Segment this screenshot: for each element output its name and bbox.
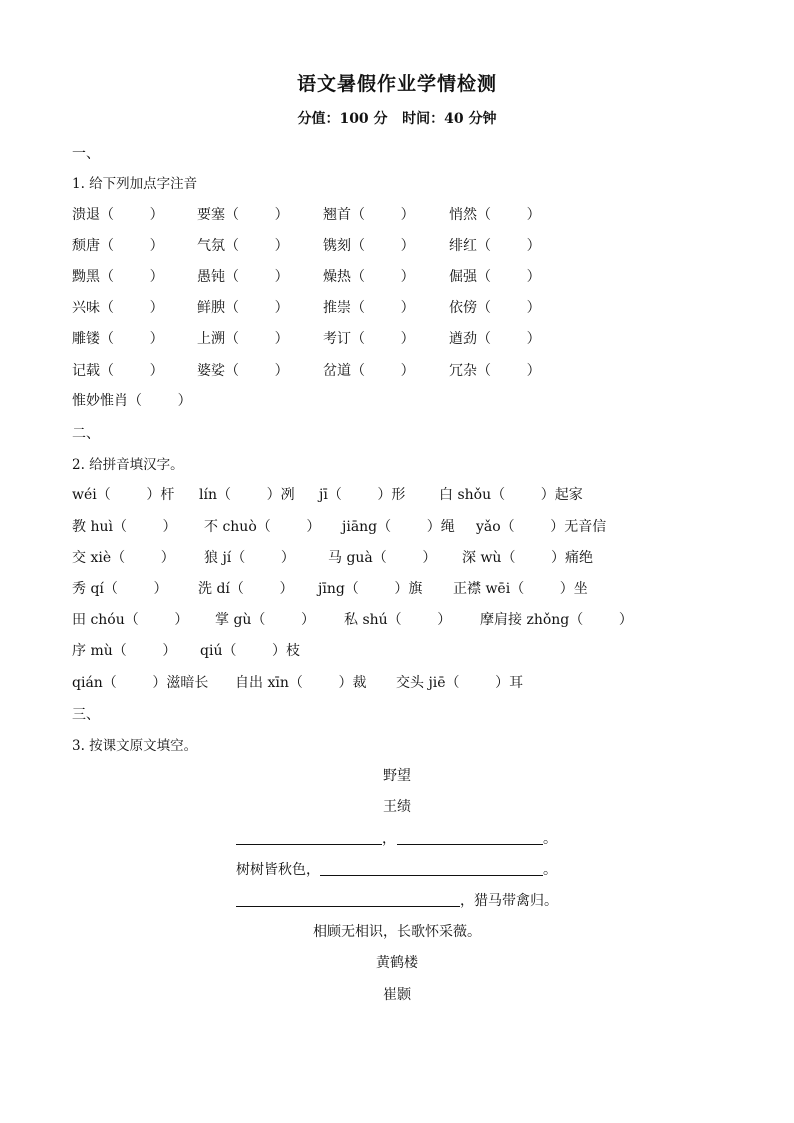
q2-item: 交头 jiē（ ）耳 bbox=[396, 675, 524, 691]
q1-item: 镌刻（ ） bbox=[323, 238, 415, 254]
q2-item: 交 xiè（ ） bbox=[72, 550, 175, 566]
q1-item: 岔道（ ） bbox=[323, 363, 415, 379]
q2-item: 序 mù（ ） bbox=[72, 643, 177, 659]
punctuation: ， bbox=[382, 831, 396, 847]
section-3-heading: 三、 bbox=[72, 707, 100, 723]
poem-2-title: 黄鹤楼 bbox=[376, 955, 418, 971]
q1-item: 翘首（ ） bbox=[323, 207, 415, 223]
q1-item: 推崇（ ） bbox=[323, 300, 415, 316]
q2-item: 马 guà（ ） bbox=[328, 550, 437, 566]
q2-item: qiú（ ）枝 bbox=[200, 643, 301, 659]
question-2-title: 2. 给拼音填汉字。 bbox=[72, 457, 184, 473]
q2-item: wéi（ ）杆 bbox=[72, 487, 175, 503]
q1-item: 绯红（ ） bbox=[449, 238, 541, 254]
q2-item: 白 shǒu（ ）起家 bbox=[439, 487, 583, 503]
q2-item: 田 chóu（ ） bbox=[72, 612, 189, 628]
q1-item: 要塞（ ） bbox=[197, 207, 289, 223]
section-1-heading: 一、 bbox=[72, 146, 100, 162]
q2-item: 正襟 wēi（ ）坐 bbox=[453, 581, 588, 597]
poem-1-line-4: 相顾无相识，长歌怀采薇。 bbox=[313, 924, 481, 940]
q1-item: 遒劲（ ） bbox=[449, 331, 541, 347]
q2-item: 秀 qí（ ） bbox=[72, 581, 168, 597]
q2-item: 洗 dí（ ） bbox=[198, 581, 294, 597]
q1-item: 愚钝（ ） bbox=[197, 269, 289, 285]
q1-item: 倔强（ ） bbox=[449, 269, 541, 285]
q1-item: 婆娑（ ） bbox=[197, 363, 289, 379]
q1-item: 溃退（ ） bbox=[72, 207, 164, 223]
punctuation: 。 bbox=[543, 862, 557, 878]
q1-item: 鲜腴（ ） bbox=[197, 300, 289, 316]
poem-text: ，猎马带禽归。 bbox=[460, 893, 558, 909]
page-title: 语文暑假作业学情检测 bbox=[296, 73, 497, 95]
section-2-heading: 二、 bbox=[72, 426, 100, 442]
fill-blank[interactable] bbox=[236, 890, 460, 907]
poem-1-line-3 bbox=[0, 890, 794, 912]
poem-1-line-2 bbox=[0, 859, 794, 881]
question-1-title: 1. 给下列加点字注音 bbox=[72, 176, 198, 192]
fill-blank[interactable] bbox=[320, 859, 543, 876]
q1-item: 兴味（ ） bbox=[72, 300, 164, 316]
q2-item: qián（ ）滋暗长 bbox=[72, 675, 209, 691]
poem-2-author: 崔颢 bbox=[383, 987, 411, 1003]
q2-item: jiāng（ ）绳 bbox=[342, 519, 455, 535]
q2-item: jī（ ）形 bbox=[319, 487, 406, 503]
q2-item: lín（ ）冽 bbox=[199, 487, 295, 503]
q2-item: yǎo（ ）无音信 bbox=[476, 519, 607, 535]
q1-item: 冗杂（ ） bbox=[449, 363, 541, 379]
q2-item: 摩肩接 zhǒng（ ） bbox=[480, 612, 633, 628]
q1-item: 燥热（ ） bbox=[323, 269, 415, 285]
q1-item: 悄然（ ） bbox=[449, 207, 541, 223]
poem-1-title: 野望 bbox=[383, 768, 411, 784]
q1-item: 考订（ ） bbox=[323, 331, 415, 347]
q1-item: 颓唐（ ） bbox=[72, 238, 164, 254]
q2-item: 私 shú（ ） bbox=[344, 612, 452, 628]
q2-item: 不 chuò（ ） bbox=[204, 519, 321, 535]
q1-item: 气氛（ ） bbox=[197, 238, 289, 254]
q1-item: 依傍（ ） bbox=[449, 300, 541, 316]
poem-1-line-1 bbox=[0, 828, 794, 850]
punctuation: 。 bbox=[543, 831, 557, 847]
q1-item: 上溯（ ） bbox=[197, 331, 289, 347]
q2-item: 掌 gù（ ） bbox=[215, 612, 316, 628]
q2-item: 深 wù（ ）痛绝 bbox=[462, 550, 594, 566]
q1-item: 黝黑（ ） bbox=[72, 269, 164, 285]
q2-item: 狼 jí（ ） bbox=[204, 550, 295, 566]
poem-text: 树树皆秋色， bbox=[236, 862, 320, 878]
score-time-line: 分值：100 分 时间：40 分钟 bbox=[297, 111, 497, 127]
q1-item: 惟妙惟肖（ ） bbox=[72, 393, 192, 409]
question-3-title: 3. 按课文原文填空。 bbox=[72, 738, 198, 754]
q2-item: jīng（ ）旗 bbox=[318, 581, 423, 597]
fill-blank[interactable] bbox=[236, 828, 382, 845]
q2-item: 自出 xīn（ ）裁 bbox=[235, 675, 367, 691]
poem-1-author: 王绩 bbox=[383, 799, 411, 815]
fill-blank[interactable] bbox=[397, 828, 543, 845]
q2-item: 教 huì（ ） bbox=[72, 519, 177, 535]
q1-item: 雕镂（ ） bbox=[72, 331, 164, 347]
q1-item: 记载（ ） bbox=[72, 363, 164, 379]
